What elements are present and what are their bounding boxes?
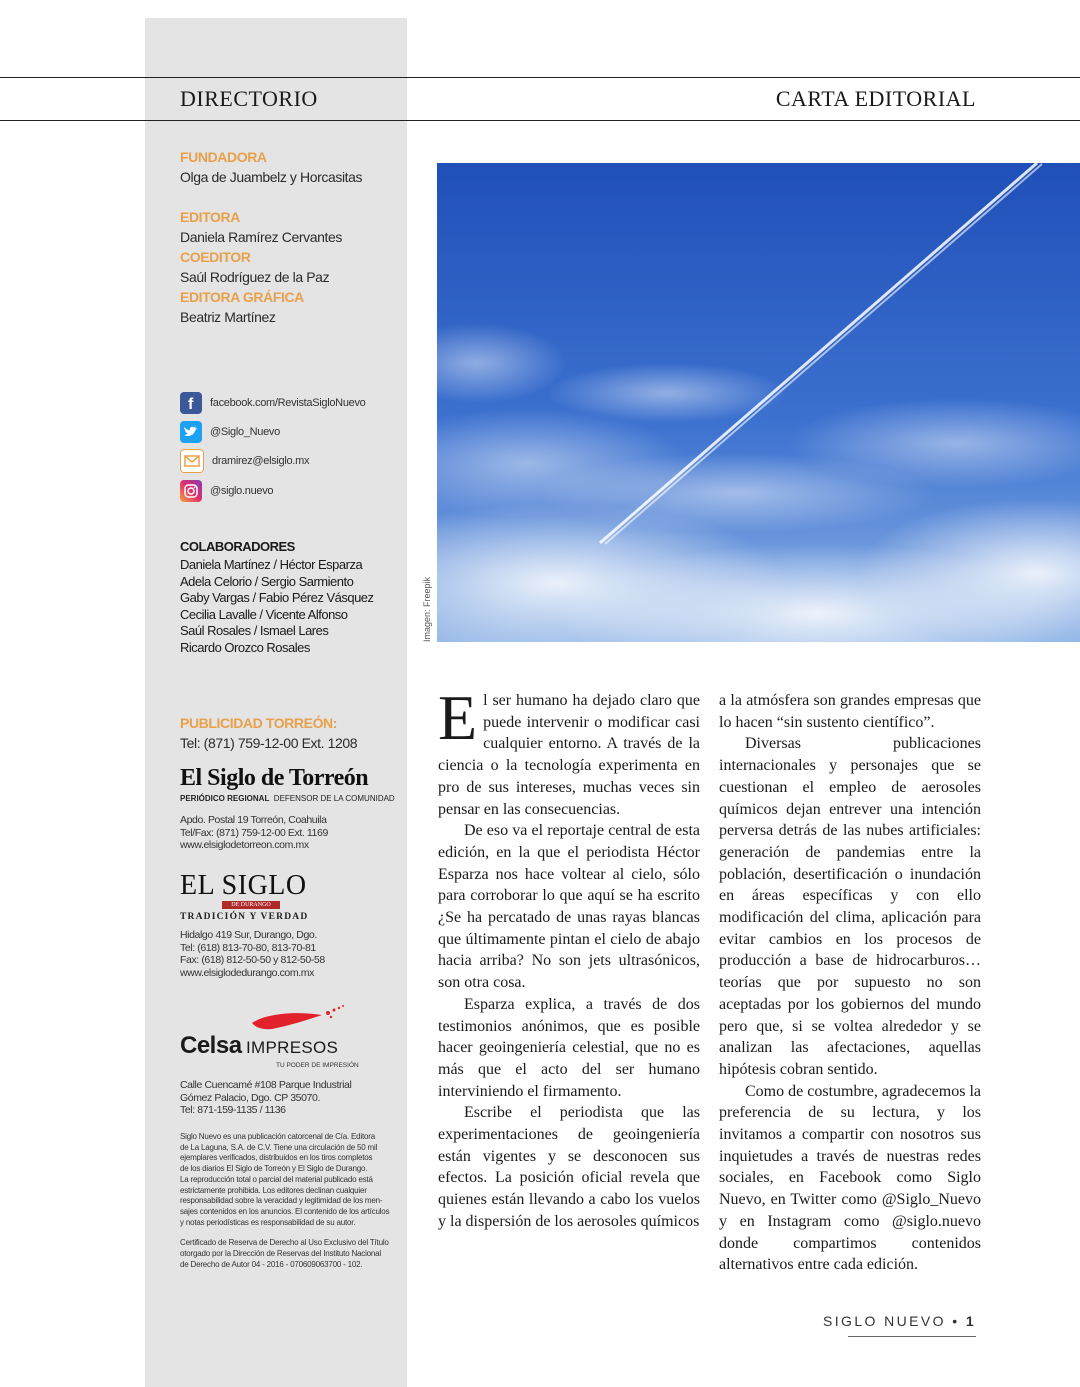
header-rule-top: [0, 77, 1080, 78]
siglo-torreon-tagline-a: PERIÓDICO REGIONAL: [180, 794, 270, 803]
certificate-line: Certificado de Reserva de Derecho al Uso Exclusivo del Título: [180, 1238, 389, 1248]
advertising-block: [180, 713, 402, 753]
legal-line: estrictamente prohibida. Los editores declinan cualquier: [180, 1185, 367, 1195]
collaborators-block: [180, 537, 402, 656]
editor-label: EDITORA: [180, 209, 240, 225]
paragraph-6: Como de costumbre, agradecemos la preferencia de su lectura, y los invitamos a compartir con nosotros sus inquietudes a través de nuestras redes sociales, en Facebook como Siglo Nuevo, en Twitter como @Siglo_Nuevo y en Instagram como @siglo.nuevo donde compartimos contenidos alternativos entre cada edición.: [719, 1082, 981, 1274]
coeditor-name: Saúl Rodríguez de la Paz: [180, 269, 330, 285]
siglo-durango-tagline: TRADICIÓN Y VERDAD: [180, 912, 309, 922]
siglo-durango-logo: EL SIGLO: [180, 870, 307, 901]
instagram-handle: @siglo.nuevo: [210, 485, 274, 497]
image-credit: Imagen: Freepik: [422, 576, 432, 642]
editor-name: Daniela Ramírez Cervantes: [180, 229, 342, 245]
collaborators-label: COLABORADORES: [180, 539, 295, 554]
facebook-link[interactable]: [180, 391, 365, 415]
directory-heading: DIRECTORIO: [180, 86, 318, 111]
svg-text:f: f: [188, 396, 194, 411]
siglo-torreon-logo: El Siglo de Torreón: [180, 765, 369, 791]
graphic-editor-label: EDITORA GRÁFICA: [180, 289, 304, 305]
twitter-link[interactable]: [180, 420, 280, 444]
editorial-heading: CARTA EDITORIAL: [775, 86, 976, 111]
siglo-durango-block: [180, 871, 402, 979]
legal-line: sajes contenidos en los anuncios. El contenido de los artículos: [180, 1206, 390, 1216]
legal-notice: [180, 1132, 402, 1270]
twitter-handle: @Siglo_Nuevo: [210, 426, 280, 438]
advertising-label: PUBLICIDAD TORREÓN:: [180, 715, 338, 731]
sky-photo: [437, 163, 1080, 642]
legal-line: Siglo Nuevo es una publicación catorcenal de Cía. Editora: [180, 1132, 375, 1141]
collaborator-line: Gaby Vargas / Fabio Pérez Vásquez: [180, 590, 374, 605]
instagram-icon: [180, 480, 202, 502]
legal-line: responsabilidad sobre la veracidad y legitimidad de los men-: [180, 1196, 383, 1206]
legal-line: La reproducción total o parcial del material publicado está: [180, 1174, 373, 1184]
email-address: dramirez@elsiglo.mx: [212, 455, 310, 467]
coeditor-label: COEDITOR: [180, 249, 251, 265]
siglo-durango-address: Hidalgo 419 Sur, Durango, Dgo.: [180, 929, 317, 941]
facebook-handle: facebook.com/RevistaSigloNuevo: [210, 397, 366, 409]
header-rule-bottom: [0, 120, 1080, 121]
siglo-durango-banner: DE DURANGO: [222, 901, 280, 909]
collaborator-line: Cecilia Lavalle / Vicente Alfonso: [180, 606, 348, 622]
footer-rule: [848, 1336, 976, 1337]
email-link[interactable]: [180, 449, 309, 473]
mail-icon: [180, 449, 204, 473]
siglo-durango-phone: Tel: (618) 813-70-80, 813-70-81: [180, 941, 316, 954]
certificate-line: de Derecho de Autor 04 - 2016 - 070609063700 - 102.: [180, 1259, 363, 1269]
siglo-durango-url: www.elsiglodedurango.com.mx: [180, 966, 314, 979]
legal-line: ejemplares verificados, distribuidos en los tiros completos: [180, 1153, 373, 1163]
celsa-city: Gómez Palacio, Dgo. CP 35070.: [180, 1091, 320, 1104]
celsa-address: Calle Cuencamé #108 Parque Industrial: [180, 1079, 352, 1091]
drop-cap: E: [438, 682, 478, 753]
collaborator-line: Ricardo Orozco Rosales: [180, 639, 310, 655]
legal-line: de los diarios El Siglo de Torreón y El Siglo de Durango.: [180, 1164, 368, 1174]
collaborator-line: Daniela Martínez / Héctor Esparza: [180, 557, 363, 572]
paragraph-4-continued: a la atmósfera son grandes empresas que lo hacen “sin sustento científico”.: [719, 692, 981, 731]
celsa-logo-word: Celsa: [180, 1032, 242, 1059]
paragraph-3: Esparza explica, a través de dos testimonios anónimos, que es posible hacer geoingeniería celestial, que no es más que el acto del ser humano interviniendo el firmamento.: [438, 995, 700, 1100]
celsa-tagline: TU PODER DE IMPRESIÓN: [276, 1062, 359, 1069]
instagram-link[interactable]: [180, 479, 273, 503]
celsa-block: [180, 1003, 402, 1117]
magazine-name: SIGLO NUEVO: [823, 1313, 946, 1329]
siglo-torreon-phone: Tel/Fax: (871) 759-12-00 Ext. 1169: [180, 826, 328, 839]
collaborator-line: Adela Celorio / Sergio Sarmiento: [180, 573, 354, 589]
footer-separator: •: [952, 1313, 960, 1329]
siglo-torreon-block: [180, 763, 402, 852]
paragraph-1: l ser humano ha dejado claro que puede intervenir o modificar casi cualquier entorno. A través de la ciencia o la tecnología experimenta en pro de sus intereses, muchas veces sin pensar en las consecuencias.: [438, 692, 700, 818]
twitter-icon: [180, 421, 202, 443]
advertising-phone: Tel: (871) 759-12-00 Ext. 1208: [180, 735, 358, 751]
paragraph-4: Escribe el periodista que las experimentaciones de geoingeniería están vigentes y se desconocen sus efectos. La posición oficial revela que quienes están llevando a cabo los vuelos y la dispersión de los aerosoles químicos: [438, 1104, 700, 1230]
siglo-torreon-tagline-b: DEFENSOR DE LA COMUNIDAD: [273, 794, 395, 803]
siglo-torreon-url: www.elsiglodetorreon.com.mx: [180, 839, 309, 851]
celsa-phone: Tel: 871-159-1135 / 1136: [180, 1104, 286, 1116]
page-footer: [823, 1313, 976, 1329]
graphic-editor-name: Beatriz Martínez: [180, 309, 276, 325]
celsa-brush-logo: [180, 1003, 350, 1033]
article-column-2: [719, 690, 981, 1276]
founder-label: FUNDADORA: [180, 149, 267, 165]
founder-name: Olga de Juambelz y Horcasitas: [180, 169, 363, 185]
siglo-torreon-address: Apdo. Postal 19 Torreón, Coahuila: [180, 814, 327, 826]
legal-line: de La Laguna, S.A. de C.V. Tiene una circulación de 50 mil: [180, 1142, 378, 1152]
certificate-line: otorgado por la Dirección de Reservas del Instituto Nacional: [180, 1249, 382, 1259]
legal-line: y notas periodísticas es responsabilidad de su autor.: [180, 1217, 356, 1227]
siglo-durango-fax: Fax: (618) 812-50-50 y 812-50-58: [180, 954, 325, 966]
article-column-1: [438, 682, 700, 1233]
facebook-icon: [180, 392, 202, 414]
page-number: 1: [965, 1313, 976, 1329]
staff-block: [180, 147, 402, 327]
collaborator-line: Saúl Rosales / Ismael Lares: [180, 623, 329, 638]
paragraph-5: Diversas publicaciones internacionales y personajes que se cuestionan el empleo de aerosoles químicos dejan entrever una intención perversa detrás de las nubes artificiales: generación de pandemias entre la población, desertificación o inundación en áreas específicas y con ello modificación del clima, aplicación para evitar cambios en los procesos de producción a base de hidrocarburos… teorías que por supuesto no son aceptadas por los gobiernos del mundo pero que, si se voltea alrededor y se analizan las afectaciones, aquellas hipótesis cobran sentido.: [719, 735, 981, 1078]
celsa-logo-impresos: IMPRESOS: [246, 1038, 339, 1057]
paragraph-2: De eso va el reportaje central de esta edición, en la que el periodista Héctor Esparza nos hace voltear al cielo, sólo para corroborar lo que aquí se ha escrito ¿Se ha percatado de unas rayas blancas que últimamente pintan el cielo de abajo hacia arriba? No son jets ultrasónicos, son otra cosa.: [438, 822, 700, 992]
